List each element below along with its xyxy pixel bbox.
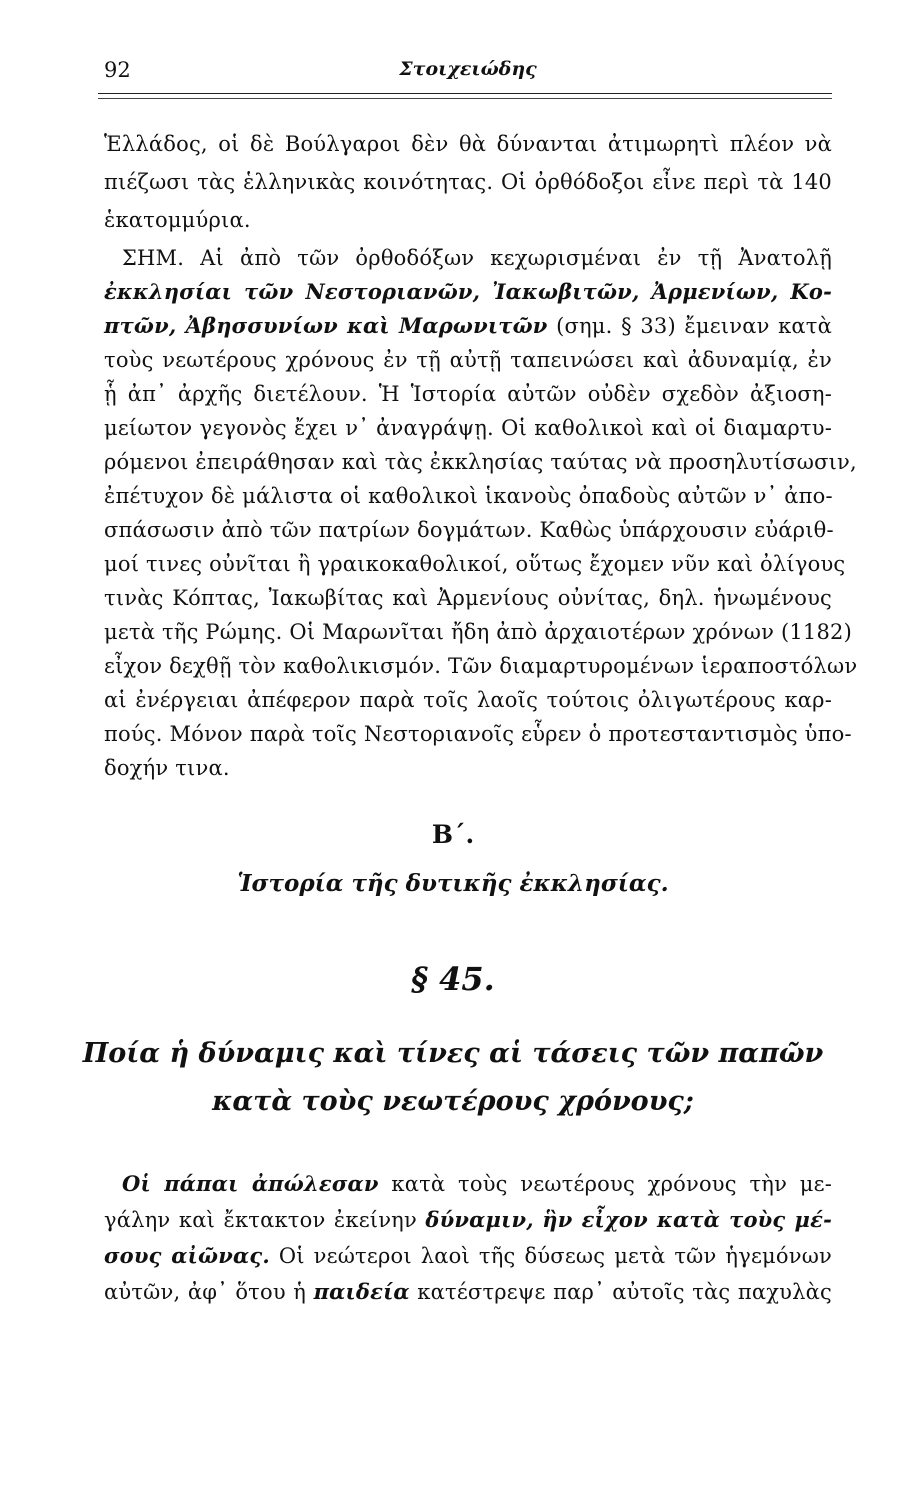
answer-line: [122, 1168, 832, 1200]
answer-text: κατέστρεψε παρ᾽ αὐτοῖς τὰς παχυλὰς: [409, 1280, 832, 1304]
answer-text: γάλην καὶ ἔκτακτον ἐκείνην: [104, 1208, 426, 1232]
note-line: πούς. Μόνον παρὰ τοῖς Νεστοριανοῖς εὗρεν ὁ προτεσταντισμὸς ὑπο-: [104, 722, 852, 746]
paragraph-line: Ἑλλάδος, οἱ δὲ Βούλγαροι δὲν θὰ δύνανται ἀτιμωρητὶ πλέον νὰ: [104, 132, 832, 156]
note-line-bold: ἐκκλησίαι τῶν Νεστοριανῶν, Ἰακωβιτῶν, Ἀρμενίων, Κο-: [104, 279, 832, 304]
answer-text: κατὰ τοὺς νεωτέρους χρόνους τὴν με-: [378, 1172, 832, 1196]
paragraph-line: ἑκατομμύρια.: [104, 208, 251, 232]
note-line: τοὺς νεωτέρους χρόνους ἐν τῇ αὐτῇ ταπεινώσει καὶ ἀδυναμίᾳ, ἐν: [104, 348, 832, 372]
note-line: ΣΗΜ. Αἱ ἀπὸ τῶν ὀρθοδόξων κεχωρισμέναι ἐν τῇ Ἀνατολῇ: [122, 246, 832, 270]
answer-bold-text: σους αἰῶνας.: [104, 1243, 270, 1268]
note-line: σπάσωσιν ἀπὸ τῶν πατρίων δογμάτων. Καθὼς ὑπάρχουσιν εὐάριθ-: [104, 518, 834, 542]
header-rule-secondary: [98, 98, 832, 99]
answer-line: [104, 1240, 832, 1272]
note-line: αἱ ἐνέργειαι ἀπέφερον παρὰ τοῖς λαοῖς τούτοις ὀλιγωτέρους καρ-: [104, 688, 832, 712]
page-number: 92: [104, 58, 131, 82]
answer-bold-text: παιδεία: [313, 1279, 410, 1304]
answer-bold-text: ἣν εἶχον κατὰ τοὺς μέ-: [542, 1207, 832, 1232]
answer-text: [534, 1208, 542, 1232]
paragraph-line: πιέζωσι τὰς ἑλληνικὰς κοινότητας. Οἱ ὀρθόδοξοι εἶνε περὶ τὰ 140: [104, 170, 832, 194]
answer-bold-text: Οἱ πάπαι ἀπώλεσαν: [122, 1171, 379, 1196]
section-subtitle: Ἱστορία τῆς δυτικῆς ἐκκλησίας.: [237, 870, 669, 897]
question-heading: Ποία ἡ δύναμις καὶ τίνες αἱ τάσεις τῶν παπῶν: [82, 1038, 824, 1069]
running-title: Στοιχειώδης: [399, 58, 537, 80]
answer-bold-text: δύναμιν,: [425, 1207, 534, 1232]
running-head: [98, 58, 838, 92]
note-line: [104, 310, 832, 342]
note-line: μοί τινες οὐνῖται ἢ γραικοκαθολικοί, οὕτως ἔχομεν νῦν καὶ ὀλίγους: [104, 552, 846, 576]
note-line: ρόμενοι ἐπειράθησαν καὶ τὰς ἐκκλησίας ταύτας νὰ προσηλυτίσωσιν,: [104, 450, 857, 474]
note-bold-text: πτῶν, Ἀβησσυνίων καὶ Μαρωνιτῶν: [104, 313, 548, 338]
note-line: δοχήν τινα.: [104, 756, 230, 780]
note-line: ἐπέτυχον δὲ μάλιστα οἱ καθολικοὶ ἱκανοὺς ὀπαδοὺς αὐτῶν ν᾽ ἀπο-: [104, 484, 833, 508]
note-line: μετὰ τῆς Ρώμης. Οἱ Μαρωνῖται ἤδη ἀπὸ ἀρχαιοτέρων χρόνων (1182): [104, 620, 852, 644]
note-line: τινὰς Κόπτας, Ἰακωβίτας καὶ Ἀρμενίους οὐνίτας, δηλ. ἡνωμένους: [104, 586, 832, 610]
note-text: (σημ. § 33) ἔμειναν κατὰ: [547, 314, 832, 338]
note-line: εἶχον δεχθῇ τὸν καθολικισμόν. Τῶν διαμαρτυρομένων ἱεραποστόλων: [104, 654, 858, 678]
paragraph-number: § 45.: [411, 960, 495, 998]
answer-line: [104, 1204, 832, 1236]
header-rule: [98, 93, 832, 94]
question-heading: κατὰ τοὺς νεωτέρους χρόνους;: [212, 1086, 694, 1117]
answer-line: [104, 1276, 832, 1308]
answer-text: αὐτῶν, ἀφ᾽ ὅτου ἡ: [104, 1280, 314, 1304]
section-letter: Β΄.: [431, 820, 475, 849]
answer-text: Οἱ νεώτεροι λαοὶ τῆς δύσεως μετὰ τῶν ἡγεμόνων: [269, 1244, 832, 1268]
note-line: μείωτον γεγονὸς ἔχει ν᾽ ἀναγράψῃ. Οἱ καθολικοὶ καὶ οἱ διαμαρτυ-: [104, 416, 832, 440]
note-line: ᾗ ἀπ᾽ ἀρχῆς διετέλουν. Ἡ Ἱστορία αὐτῶν οὐδὲν σχεδὸν ἀξιοση-: [104, 382, 832, 406]
